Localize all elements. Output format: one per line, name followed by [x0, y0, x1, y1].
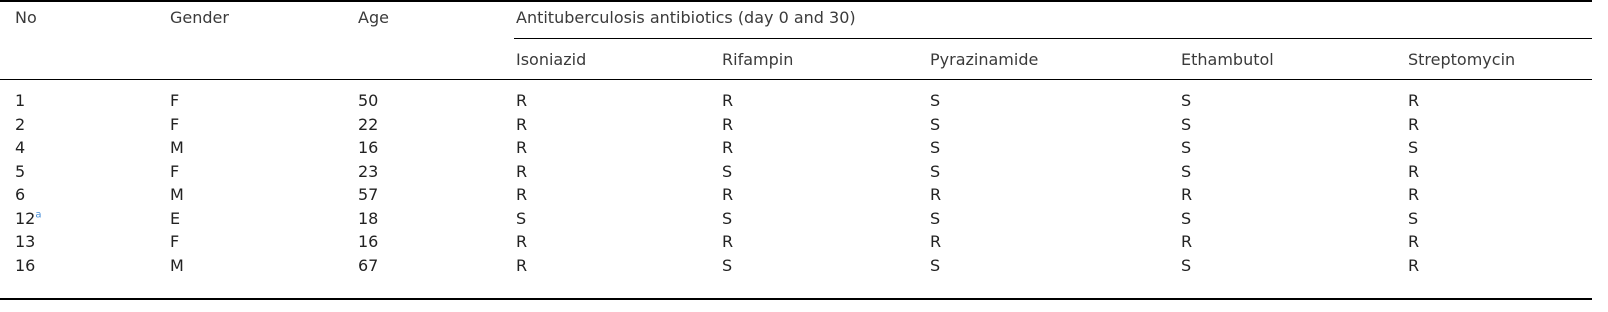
cell-gender: M	[170, 256, 184, 275]
cell-age: 22	[358, 115, 379, 134]
cell-age: 50	[358, 91, 379, 110]
header-age: Age	[358, 8, 389, 27]
cell-gender: M	[170, 138, 184, 157]
cell-streptomycin: R	[1408, 91, 1420, 110]
cell-rifampin: R	[722, 185, 734, 204]
cell-pyrazinamide: S	[930, 138, 941, 157]
cell-streptomycin: S	[1408, 138, 1419, 157]
cell-rifampin: S	[722, 209, 733, 228]
cell-ethambutol: S	[1181, 115, 1192, 134]
cell-streptomycin: S	[1408, 209, 1419, 228]
cell-rifampin: S	[722, 256, 733, 275]
top-rule	[0, 0, 1592, 2]
header-rule	[0, 79, 1592, 80]
cell-ethambutol: R	[1181, 232, 1193, 251]
cell-no: 2	[15, 115, 26, 134]
cell-no: 1	[15, 91, 26, 110]
cell-rifampin: R	[722, 232, 734, 251]
cell-age: 57	[358, 185, 379, 204]
cell-age: 23	[358, 162, 379, 181]
header-gender: Gender	[170, 8, 229, 27]
cell-pyrazinamide: S	[930, 256, 941, 275]
cell-age: 18	[358, 209, 379, 228]
cell-isoniazid: R	[516, 232, 528, 251]
cell-ethambutol: S	[1181, 256, 1192, 275]
cell-pyrazinamide: S	[930, 209, 941, 228]
cell-streptomycin: R	[1408, 256, 1420, 275]
cell-isoniazid: S	[516, 209, 527, 228]
cell-pyrazinamide: S	[930, 91, 941, 110]
cell-no: 12$^a$	[15, 209, 42, 228]
cell-age: 16	[358, 138, 379, 157]
cell-rifampin: R	[722, 91, 734, 110]
cell-streptomycin: R	[1408, 185, 1420, 204]
header-antibiotics-span: Antituberculosis antibiotics (day 0 and 30)	[516, 8, 856, 27]
cell-gender: F	[170, 115, 180, 134]
cell-isoniazid: R	[516, 185, 528, 204]
cell-no: 16	[15, 256, 36, 275]
cell-pyrazinamide: R	[930, 185, 942, 204]
footnote-marker: a	[35, 209, 42, 221]
span-rule	[514, 38, 1592, 39]
cell-isoniazid: R	[516, 91, 528, 110]
header-no: No	[15, 8, 37, 27]
cell-isoniazid: R	[516, 138, 528, 157]
cell-age: 16	[358, 232, 379, 251]
cell-ethambutol: S	[1181, 138, 1192, 157]
cell-gender: E	[170, 209, 181, 228]
header-ethambutol: Ethambutol	[1181, 50, 1274, 69]
cell-gender: F	[170, 232, 180, 251]
cell-isoniazid: R	[516, 115, 528, 134]
cell-no: 5	[15, 162, 26, 181]
cell-ethambutol: S	[1181, 91, 1192, 110]
cell-pyrazinamide: S	[930, 115, 941, 134]
cell-gender: F	[170, 91, 180, 110]
cell-streptomycin: R	[1408, 115, 1420, 134]
cell-rifampin: R	[722, 115, 734, 134]
cell-pyrazinamide: R	[930, 232, 942, 251]
cell-streptomycin: R	[1408, 162, 1420, 181]
cell-no: 13	[15, 232, 36, 251]
cell-gender: F	[170, 162, 180, 181]
cell-no: 6	[15, 185, 26, 204]
header-streptomycin: Streptomycin	[1408, 50, 1516, 69]
cell-pyrazinamide: S	[930, 162, 941, 181]
cell-ethambutol: R	[1181, 185, 1193, 204]
cell-no: 4	[15, 138, 26, 157]
cell-ethambutol: S	[1181, 209, 1192, 228]
cell-gender: M	[170, 185, 184, 204]
cell-rifampin: R	[722, 138, 734, 157]
cell-age: 67	[358, 256, 379, 275]
header-pyrazinamide: Pyrazinamide	[930, 50, 1039, 69]
header-rifampin: Rifampin	[722, 50, 794, 69]
cell-streptomycin: R	[1408, 232, 1420, 251]
bottom-rule	[0, 298, 1592, 300]
cell-isoniazid: R	[516, 256, 528, 275]
cell-isoniazid: R	[516, 162, 528, 181]
cell-rifampin: S	[722, 162, 733, 181]
cell-ethambutol: S	[1181, 162, 1192, 181]
header-isoniazid: Isoniazid	[516, 50, 587, 69]
